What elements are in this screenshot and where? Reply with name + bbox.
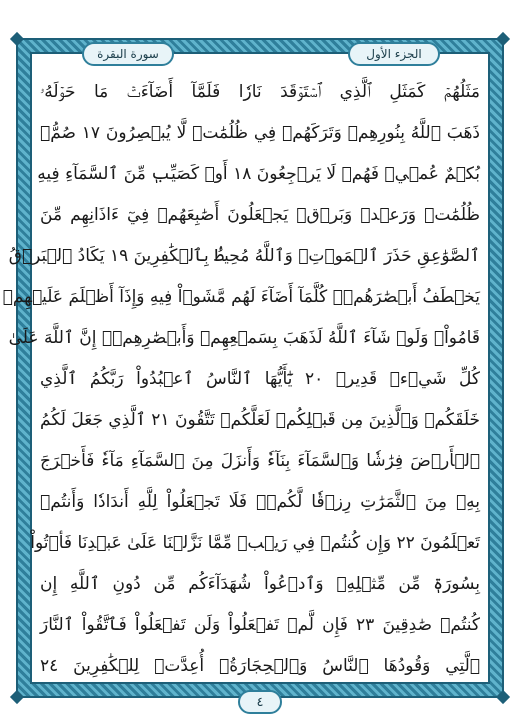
text-line: كُلِّ شَيۡءٖ قَدِيرٞ ٢٠ يَٰٓأَيُّهَا ٱلنَّاسُ ٱعۡبُدُواْ رَبَّكُمُ ٱلَّذِي — [40, 369, 481, 389]
text-line: بِسُورَةٖ مِّن مِّثۡلِهِۦ وَٱدۡعُواْ شُهَدَآءَكُم مِّن دُونِ ٱللَّهِ إِن — [40, 574, 480, 594]
text-line: ٱلصَّوَٰعِقِ حَذَرَ ٱلۡمَوۡتِۚ وَٱللَّهُ مُحِيطُۢ بِٱلۡكَٰفِرِينَ ١٩ يَكَادُ ٱلۡبَرۡقُ — [8, 246, 480, 266]
surah-header: سورة البقرة — [82, 42, 174, 66]
text-line: ٱلَّتِي وَقُودُهَا ٱلنَّاسُ وَٱلۡحِجَارَةُۖ أُعِدَّتۡ لِلۡكَٰفِرِينَ ٢٤ — [40, 656, 480, 676]
page-text-area — [2, 52, 490, 684]
juz-header: الجزء الأول — [348, 42, 440, 66]
page-frame — [2, 38, 504, 698]
text-line: ظُلُمَٰتٞ وَرَعۡدٞ وَبَرۡقٞ يَجۡعَلُونَ أَصَٰبِعَهُمۡ فِيٓ ءَاذَانِهِم مِّنَ — [40, 205, 480, 225]
text-line: بِهِۦ مِنَ ٱلثَّمَرَٰتِ رِزۡقٗا لَّكُمۡۖ فَلَا تَجۡعَلُواْ لِلَّهِ أَندَادٗا وَأَنتُمۡ — [40, 492, 480, 512]
corner-ornament-top-left — [10, 32, 24, 46]
corner-ornament-bottom-right — [496, 690, 510, 704]
quran-text-lines — [2, 72, 481, 676]
corner-ornament-bottom-left — [10, 690, 24, 704]
text-line: ذَهَبَ ٱللَّهُ بِنُورِهِمۡ وَتَرَكَهُمۡ فِي ظُلُمَٰتٖ لَّا يُبۡصِرُونَ ١٧ صُمُّۢ — [40, 123, 480, 143]
text-line: كُنتُمۡ صَٰدِقِينَ ٢٣ فَإِن لَّمۡ تَفۡعَلُواْ وَلَن تَفۡعَلُواْ فَٱتَّقُواْ ٱلنَّارَ — [40, 615, 480, 635]
text-line: ٱلۡأَرۡضَ فِرَٰشٗا وَٱلسَّمَآءَ بِنَآءٗ وَأَنزَلَ مِنَ ٱلسَّمَآءِ مَآءٗ فَأَخۡرَجَ — [40, 451, 480, 471]
text-line: يَخۡطَفُ أَبۡصَٰرَهُمۡۖ كُلَّمَآ أَضَآءَ لَهُم مَّشَوۡاْ فِيهِ وَإِذَآ أَظۡلَمَ عَلَيۡهِمۡ — [2, 287, 480, 307]
text-line: مَثَلُهُمۡ كَمَثَلِ ٱلَّذِي ٱسۡتَوۡقَدَ نَارٗا فَلَمَّآ أَضَآءَتۡ مَا حَوۡلَهُۥ — [40, 82, 480, 102]
text-line: تَعۡلَمُونَ ٢٢ وَإِن كُنتُمۡ فِي رَيۡبٖ مِّمَّا نَزَّلۡنَا عَلَىٰ عَبۡدِنَا فَأۡتُواْ — [30, 533, 480, 553]
text-line: خَلَقَكُمۡ وَٱلَّذِينَ مِن قَبۡلِكُمۡ لَعَلَّكُمۡ تَتَّقُونَ ٢١ ٱلَّذِي جَعَلَ لَكُمُ — [40, 410, 480, 430]
page-number: ٤ — [238, 690, 282, 714]
text-line: بُكۡمٌ عُمۡيٞ فَهُمۡ لَا يَرۡجِعُونَ ١٨ أَوۡ كَصَيِّبٖ مِّنَ ٱلسَّمَآءِ فِيهِ — [37, 164, 480, 184]
text-line: قَامُواْۚ وَلَوۡ شَآءَ ٱللَّهُ لَذَهَبَ بِسَمۡعِهِمۡ وَأَبۡصَٰرِهِمۡۚ إِنَّ ٱللَّهَ عَلَىٰ — [8, 328, 480, 348]
corner-ornament-top-right — [496, 32, 510, 46]
